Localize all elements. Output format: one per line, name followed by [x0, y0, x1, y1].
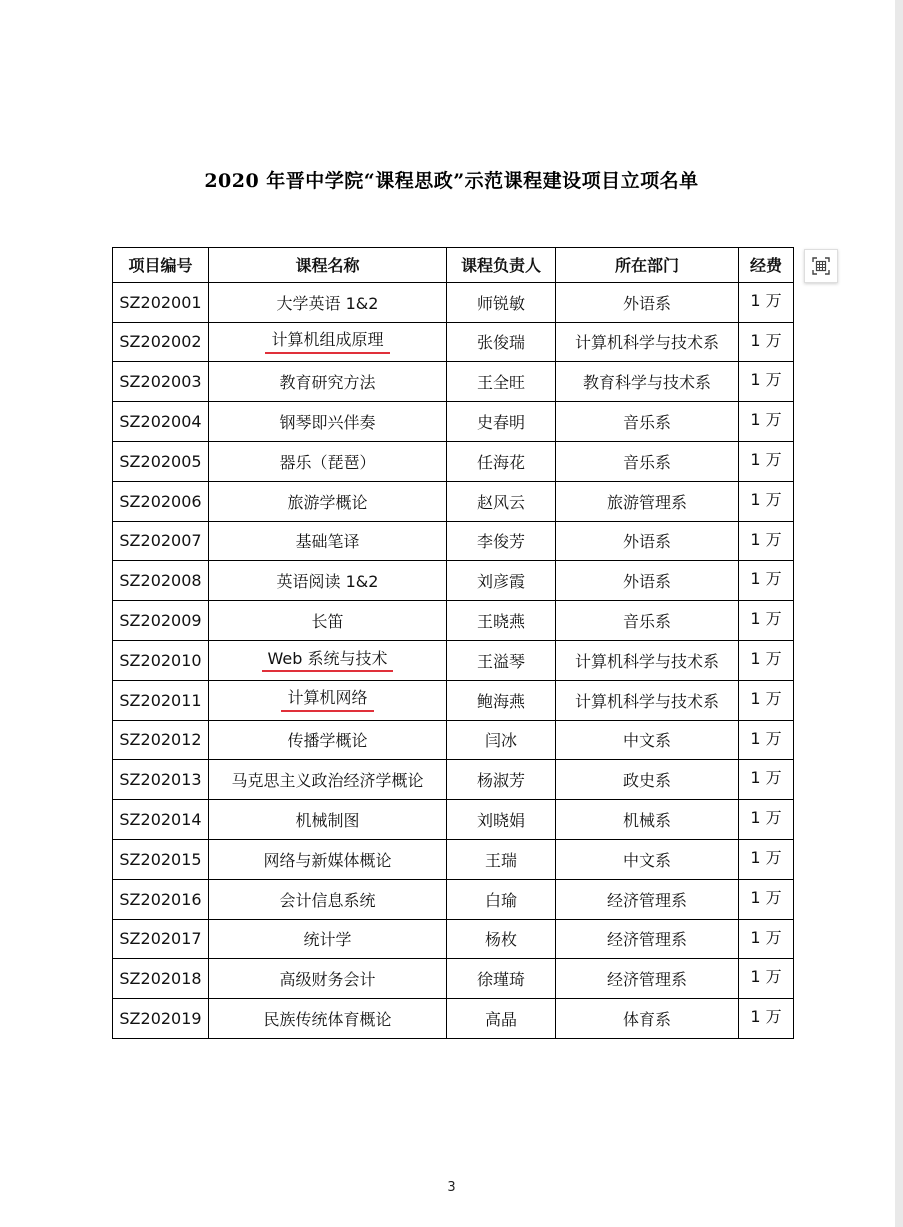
cell-funding: 1 万 — [739, 800, 794, 840]
cell-department: 计算机科学与技术系 — [556, 322, 739, 362]
table-row — [113, 919, 794, 959]
cell-funding: 1 万 — [739, 362, 794, 402]
table-row — [113, 561, 794, 601]
cell-department: 中文系 — [556, 839, 739, 879]
cell-project-id: SZ202001 — [113, 282, 209, 322]
cell-department: 计算机科学与技术系 — [556, 680, 739, 720]
table-row — [113, 322, 794, 362]
cell-funding: 1 万 — [739, 680, 794, 720]
cell-funding: 1 万 — [739, 720, 794, 760]
cell-course-name: 长笛 — [209, 601, 447, 641]
cell-project-id: SZ202019 — [113, 999, 209, 1039]
header-project-id: 项目编号 — [113, 248, 209, 283]
table-row — [113, 282, 794, 322]
cell-course-leader: 王晓燕 — [447, 601, 556, 641]
cell-funding: 1 万 — [739, 601, 794, 641]
cell-project-id: SZ202010 — [113, 640, 209, 680]
cell-department: 经济管理系 — [556, 879, 739, 919]
cell-project-id: SZ202009 — [113, 601, 209, 641]
cell-project-id: SZ202018 — [113, 959, 209, 999]
cell-funding: 1 万 — [739, 919, 794, 959]
cell-course-leader: 王瑞 — [447, 839, 556, 879]
table-row — [113, 720, 794, 760]
cell-department: 外语系 — [556, 561, 739, 601]
cell-project-id: SZ202003 — [113, 362, 209, 402]
cell-funding: 1 万 — [739, 879, 794, 919]
cell-course-name: 英语阅读 1&2 — [209, 561, 447, 601]
cell-funding: 1 万 — [739, 322, 794, 362]
table-row — [113, 760, 794, 800]
cell-department: 教育科学与技术系 — [556, 362, 739, 402]
cell-course-name: 基础笔译 — [209, 521, 447, 561]
cell-course-name: 马克思主义政治经济学概论 — [209, 760, 447, 800]
cell-department: 体育系 — [556, 999, 739, 1039]
cell-course-name: 器乐（琵琶） — [209, 441, 447, 481]
header-department: 所在部门 — [556, 248, 739, 283]
cell-course-leader: 杨枚 — [447, 919, 556, 959]
cell-course-name: 会计信息系统 — [209, 879, 447, 919]
cell-course-name: 网络与新媒体概论 — [209, 839, 447, 879]
cell-project-id: SZ202013 — [113, 760, 209, 800]
cell-course-name: 大学英语 1&2 — [209, 282, 447, 322]
cell-funding: 1 万 — [739, 561, 794, 601]
cell-department: 机械系 — [556, 800, 739, 840]
cell-course-name: 教育研究方法 — [209, 362, 447, 402]
cell-course-leader: 王溢琴 — [447, 640, 556, 680]
cell-course-leader: 高晶 — [447, 999, 556, 1039]
cell-course-name: 机械制图 — [209, 800, 447, 840]
cell-project-id: SZ202016 — [113, 879, 209, 919]
table-row — [113, 999, 794, 1039]
table-row — [113, 680, 794, 720]
cell-course-leader: 刘晓娟 — [447, 800, 556, 840]
cell-funding: 1 万 — [739, 640, 794, 680]
cell-department: 经济管理系 — [556, 959, 739, 999]
cell-project-id: SZ202014 — [113, 800, 209, 840]
table-extract-icon — [811, 256, 831, 276]
table-row — [113, 640, 794, 680]
cell-department: 音乐系 — [556, 402, 739, 442]
table-header-row — [113, 248, 794, 283]
cell-course-name: 传播学概论 — [209, 720, 447, 760]
cell-department: 音乐系 — [556, 601, 739, 641]
cell-project-id: SZ202012 — [113, 720, 209, 760]
cell-course-name: 民族传统体育概论 — [209, 999, 447, 1039]
cell-course-leader: 任海花 — [447, 441, 556, 481]
cell-course-leader: 白瑜 — [447, 879, 556, 919]
cell-department: 音乐系 — [556, 441, 739, 481]
underlined-course-name: 计算机组成原理 — [265, 331, 389, 353]
cell-department: 外语系 — [556, 282, 739, 322]
table-row — [113, 362, 794, 402]
table-row — [113, 481, 794, 521]
project-table — [112, 247, 794, 1039]
cell-department: 计算机科学与技术系 — [556, 640, 739, 680]
cell-course-leader: 闫冰 — [447, 720, 556, 760]
cell-department: 中文系 — [556, 720, 739, 760]
cell-course-leader: 刘彦霞 — [447, 561, 556, 601]
cell-department: 外语系 — [556, 521, 739, 561]
table-row — [113, 879, 794, 919]
header-course-name: 课程名称 — [209, 248, 447, 283]
cell-funding: 1 万 — [739, 839, 794, 879]
cell-project-id: SZ202004 — [113, 402, 209, 442]
cell-funding: 1 万 — [739, 441, 794, 481]
cell-course-leader: 赵风云 — [447, 481, 556, 521]
cell-project-id: SZ202007 — [113, 521, 209, 561]
cell-project-id: SZ202017 — [113, 919, 209, 959]
cell-funding: 1 万 — [739, 959, 794, 999]
cell-funding: 1 万 — [739, 481, 794, 521]
cell-course-name: 旅游学概论 — [209, 481, 447, 521]
cell-project-id: SZ202011 — [113, 680, 209, 720]
underlined-course-name: 计算机网络 — [281, 689, 373, 711]
table-row — [113, 839, 794, 879]
cell-funding: 1 万 — [739, 402, 794, 442]
cell-project-id: SZ202002 — [113, 322, 209, 362]
table-row — [113, 402, 794, 442]
cell-course-name: 高级财务会计 — [209, 959, 447, 999]
cell-course-leader: 李俊芳 — [447, 521, 556, 561]
cell-course-leader: 张俊瑞 — [447, 322, 556, 362]
cell-department: 政史系 — [556, 760, 739, 800]
cell-course-leader: 徐瑾琦 — [447, 959, 556, 999]
cell-course-leader: 王全旺 — [447, 362, 556, 402]
cell-department: 经济管理系 — [556, 919, 739, 959]
cell-project-id: SZ202005 — [113, 441, 209, 481]
underlined-course-name: Web 系统与技术 — [262, 650, 394, 672]
cell-funding: 1 万 — [739, 760, 794, 800]
cell-funding: 1 万 — [739, 282, 794, 322]
table-row — [113, 521, 794, 561]
cell-course-leader: 师锐敏 — [447, 282, 556, 322]
table-row — [113, 601, 794, 641]
table-extract-button[interactable] — [804, 249, 838, 283]
cell-project-id: SZ202015 — [113, 839, 209, 879]
table-row — [113, 959, 794, 999]
document-title: 2020 年晋中学院“课程思政”示范课程建设项目立项名单 — [204, 170, 699, 192]
table-row — [113, 441, 794, 481]
cell-project-id: SZ202008 — [113, 561, 209, 601]
cell-funding: 1 万 — [739, 999, 794, 1039]
cell-course-leader: 杨淑芳 — [447, 760, 556, 800]
cell-course-name: 钢琴即兴伴奏 — [209, 402, 447, 442]
cell-funding: 1 万 — [739, 521, 794, 561]
cell-course-name: 统计学 — [209, 919, 447, 959]
page-number: 3 — [447, 1180, 456, 1195]
cell-course-leader: 史春明 — [447, 402, 556, 442]
cell-course-name — [209, 322, 447, 362]
header-funding: 经费 — [739, 248, 794, 283]
cell-project-id: SZ202006 — [113, 481, 209, 521]
header-course-leader: 课程负责人 — [447, 248, 556, 283]
cell-department: 旅游管理系 — [556, 481, 739, 521]
cell-course-name — [209, 680, 447, 720]
cell-course-name — [209, 640, 447, 680]
table-row — [113, 800, 794, 840]
cell-course-leader: 鲍海燕 — [447, 680, 556, 720]
